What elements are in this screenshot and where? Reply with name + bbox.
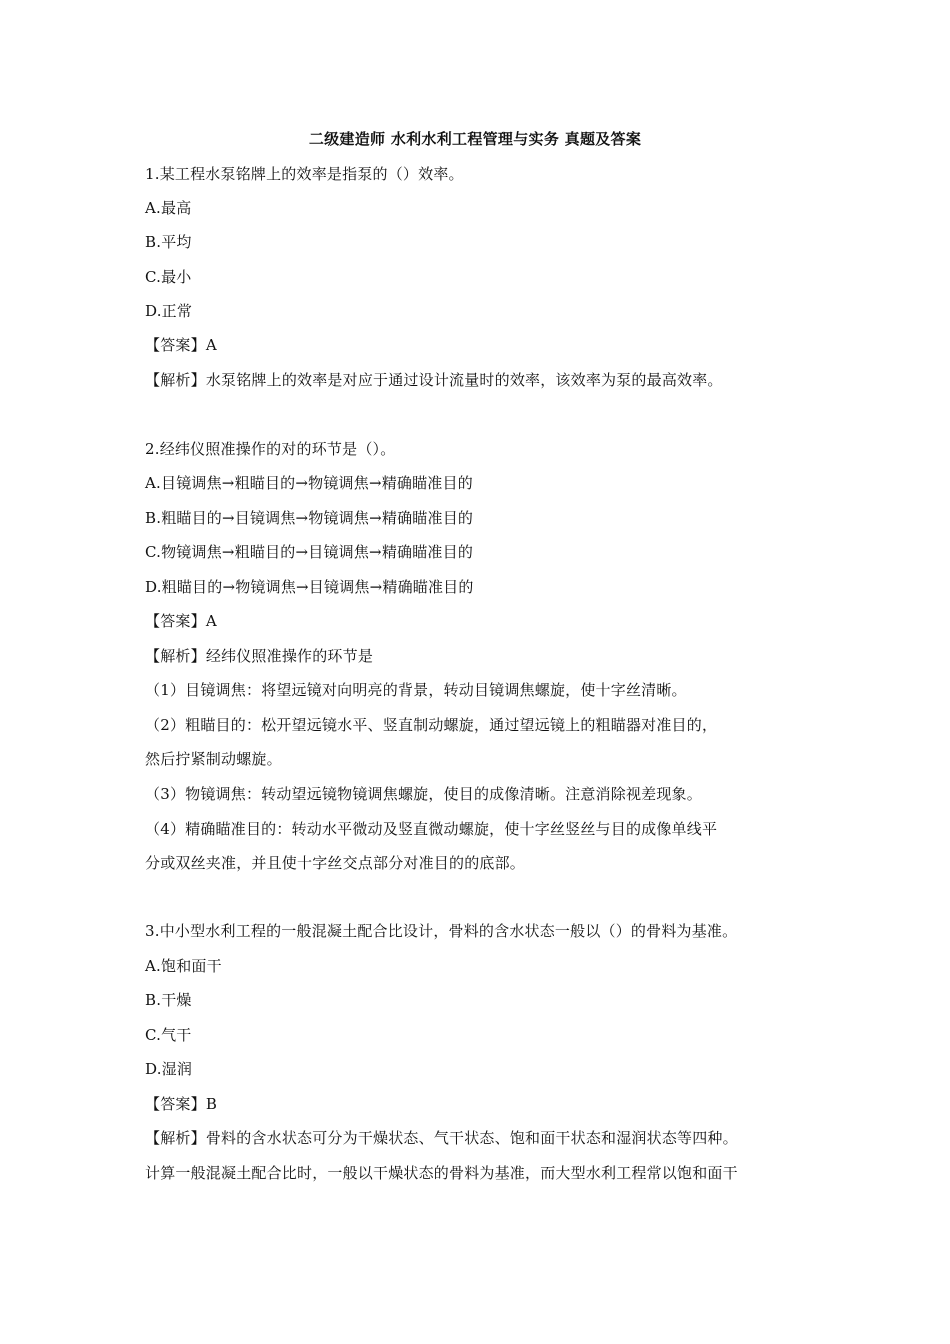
question-2-step-3: （3）物镜调焦：转动望远镜物镜调焦螺旋，使目的成像清晰。注意消除视差现象。 — [145, 785, 702, 803]
question-2-step-2: （2）粗瞄目的：松开望远镜水平、竖直制动螺旋，通过望远镜上的粗瞄器对准目的， — [145, 716, 718, 734]
question-2-option-d: D.粗瞄目的→物镜调焦→目镜调焦→精确瞄准目的 — [145, 578, 474, 596]
question-2-stem: 2.经纬仪照准操作的对的环节是（）。 — [145, 440, 396, 458]
analysis-label: 【解析】 — [145, 1129, 206, 1147]
question-2-option-b: B.粗瞄目的→目镜调焦→物镜调焦→精确瞄准目的 — [145, 509, 474, 527]
answer-value: B — [205, 1095, 218, 1113]
answer-value: A — [205, 336, 217, 354]
question-2-analysis — [145, 645, 825, 667]
answer-label: 【答案】 — [145, 1095, 206, 1113]
question-3-option-b: B.干燥 — [145, 991, 192, 1009]
question-3-option-c: C.气干 — [145, 1026, 192, 1044]
analysis-label: 【解析】 — [145, 647, 206, 665]
answer-label: 【答案】 — [145, 612, 206, 630]
question-2-step-4-cont: 分或双丝夹准，并且使十字丝交点部分对准目的的底部。 — [145, 854, 526, 872]
question-2-option-a: A.目镜调焦→粗瞄目的→物镜调焦→精确瞄准目的 — [145, 474, 473, 492]
question-2-step-1: （1）目镜调焦：将望远镜对向明亮的背景，转动目镜调焦螺旋，使十字丝清晰。 — [145, 681, 687, 699]
answer-value: A — [205, 612, 217, 630]
document-title: 二级建造师 水利水利工程管理与实务 真题及答案 — [308, 130, 642, 148]
question-1-option-a: A.最高 — [145, 199, 192, 217]
analysis-text: 水泵铭牌上的效率是对应于通过设计流量时的效率，该效率为泵的最高效率。 — [205, 371, 723, 389]
question-3-option-d: D.湿润 — [145, 1060, 193, 1078]
answer-label: 【答案】 — [145, 336, 206, 354]
question-1-option-b: B.平均 — [145, 233, 192, 251]
question-2-step-4: （4）精确瞄准目的：转动水平微动及竖直微动螺旋，使十字丝竖丝与目的成像单线平 — [145, 820, 718, 838]
question-1-option-c: C.最小 — [145, 268, 192, 286]
question-3-stem: 3.中小型水利工程的一般混凝土配合比设计，骨料的含水状态一般以（）的骨料为基准。 — [145, 922, 738, 940]
question-3-analysis-cont: 计算一般混凝土配合比时，一般以干燥状态的骨料为基准，而大型水利工程常以饱和面干 — [145, 1164, 738, 1182]
analysis-label: 【解析】 — [145, 371, 206, 389]
question-3-option-a: A.饱和面干 — [145, 957, 222, 975]
analysis-text: 经纬仪照准操作的环节是 — [205, 647, 374, 665]
question-3-answer — [145, 1093, 825, 1115]
question-3-analysis — [145, 1127, 825, 1149]
question-2-step-2-cont: 然后拧紧制动螺旋。 — [145, 750, 282, 768]
question-1-stem: 1.某工程水泵铭牌上的效率是指泵的（）效率。 — [145, 165, 464, 183]
question-1-option-d: D.正常 — [145, 302, 193, 320]
analysis-text: 骨料的含水状态可分为干燥状态、气干状态、饱和面干状态和湿润状态等四种。 — [205, 1129, 738, 1147]
question-1-analysis — [145, 369, 825, 391]
question-2-answer — [145, 610, 825, 632]
question-2-option-c: C.物镜调焦→粗瞄目的→目镜调焦→精确瞄准目的 — [145, 543, 474, 561]
question-1-answer — [145, 334, 825, 356]
